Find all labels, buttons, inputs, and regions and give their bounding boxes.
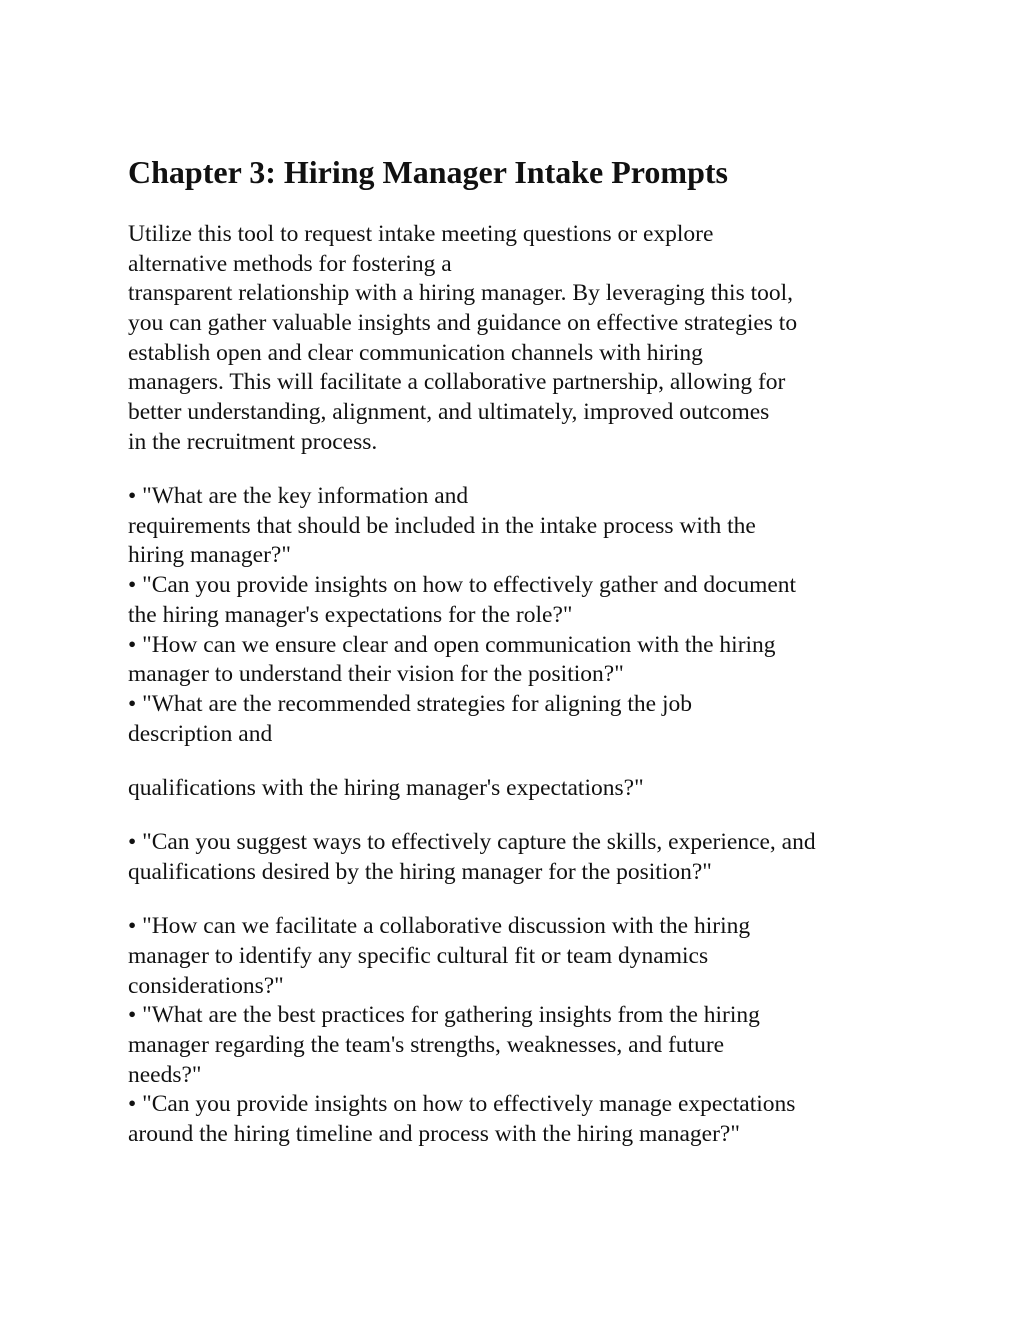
prompt-line: manager to understand their vision for the position?" xyxy=(128,661,624,687)
intro-line: managers. This will facilitate a collaborative partnership, allowing for xyxy=(128,369,786,395)
prompt-line: manager regarding the team's strengths, weaknesses, and future xyxy=(128,1032,725,1058)
intro-line: transparent relationship with a hiring manager. By leveraging this tool, xyxy=(128,280,794,306)
prompt-line: • "Can you provide insights on how to effectively manage expectations xyxy=(128,1091,796,1117)
prompt-line: needs?" xyxy=(128,1062,202,1088)
prompt-line: description and xyxy=(128,721,273,747)
prompt-line: qualifications desired by the hiring manager for the position?" xyxy=(128,859,712,885)
prompt-line: • "What are the recommended strategies for aligning the job xyxy=(128,691,692,717)
prompt-line: around the hiring timeline and process with the hiring manager?" xyxy=(128,1121,740,1147)
intro-line: Utilize this tool to request intake meeting questions or explore xyxy=(128,221,714,247)
intro-line: better understanding, alignment, and ultimately, improved outcomes xyxy=(128,399,770,425)
prompt-line: • "Can you provide insights on how to effectively gather and document xyxy=(128,572,797,598)
intro-line: alternative methods for fostering a xyxy=(128,251,452,277)
intro-line: you can gather valuable insights and guidance on effective strategies to xyxy=(128,310,798,336)
prompt-line: • "What are the best practices for gathering insights from the hiring xyxy=(128,1002,760,1028)
prompt-line: • "What are the key information and xyxy=(128,483,469,509)
prompt-line: • "Can you suggest ways to effectively capture the skills, experience, and xyxy=(128,829,816,855)
prompt-line: manager to identify any specific cultural fit or team dynamics xyxy=(128,943,709,969)
prompt-line: the hiring manager's expectations for the role?" xyxy=(128,602,573,628)
prompt-line: • "How can we facilitate a collaborative discussion with the hiring xyxy=(128,913,751,939)
intro-line: establish open and clear communication channels with hiring xyxy=(128,340,703,366)
prompt-line: • "How can we ensure clear and open communication with the hiring xyxy=(128,632,776,658)
prompt-line: hiring manager?" xyxy=(128,542,291,568)
page-title: Chapter 3: Hiring Manager Intake Prompts xyxy=(128,154,728,190)
prompt-line: qualifications with the hiring manager's expectations?" xyxy=(128,775,644,801)
prompt-line: considerations?" xyxy=(128,973,284,999)
prompt-line: requirements that should be included in the intake process with the xyxy=(128,513,756,539)
intro-line: in the recruitment process. xyxy=(128,429,378,455)
